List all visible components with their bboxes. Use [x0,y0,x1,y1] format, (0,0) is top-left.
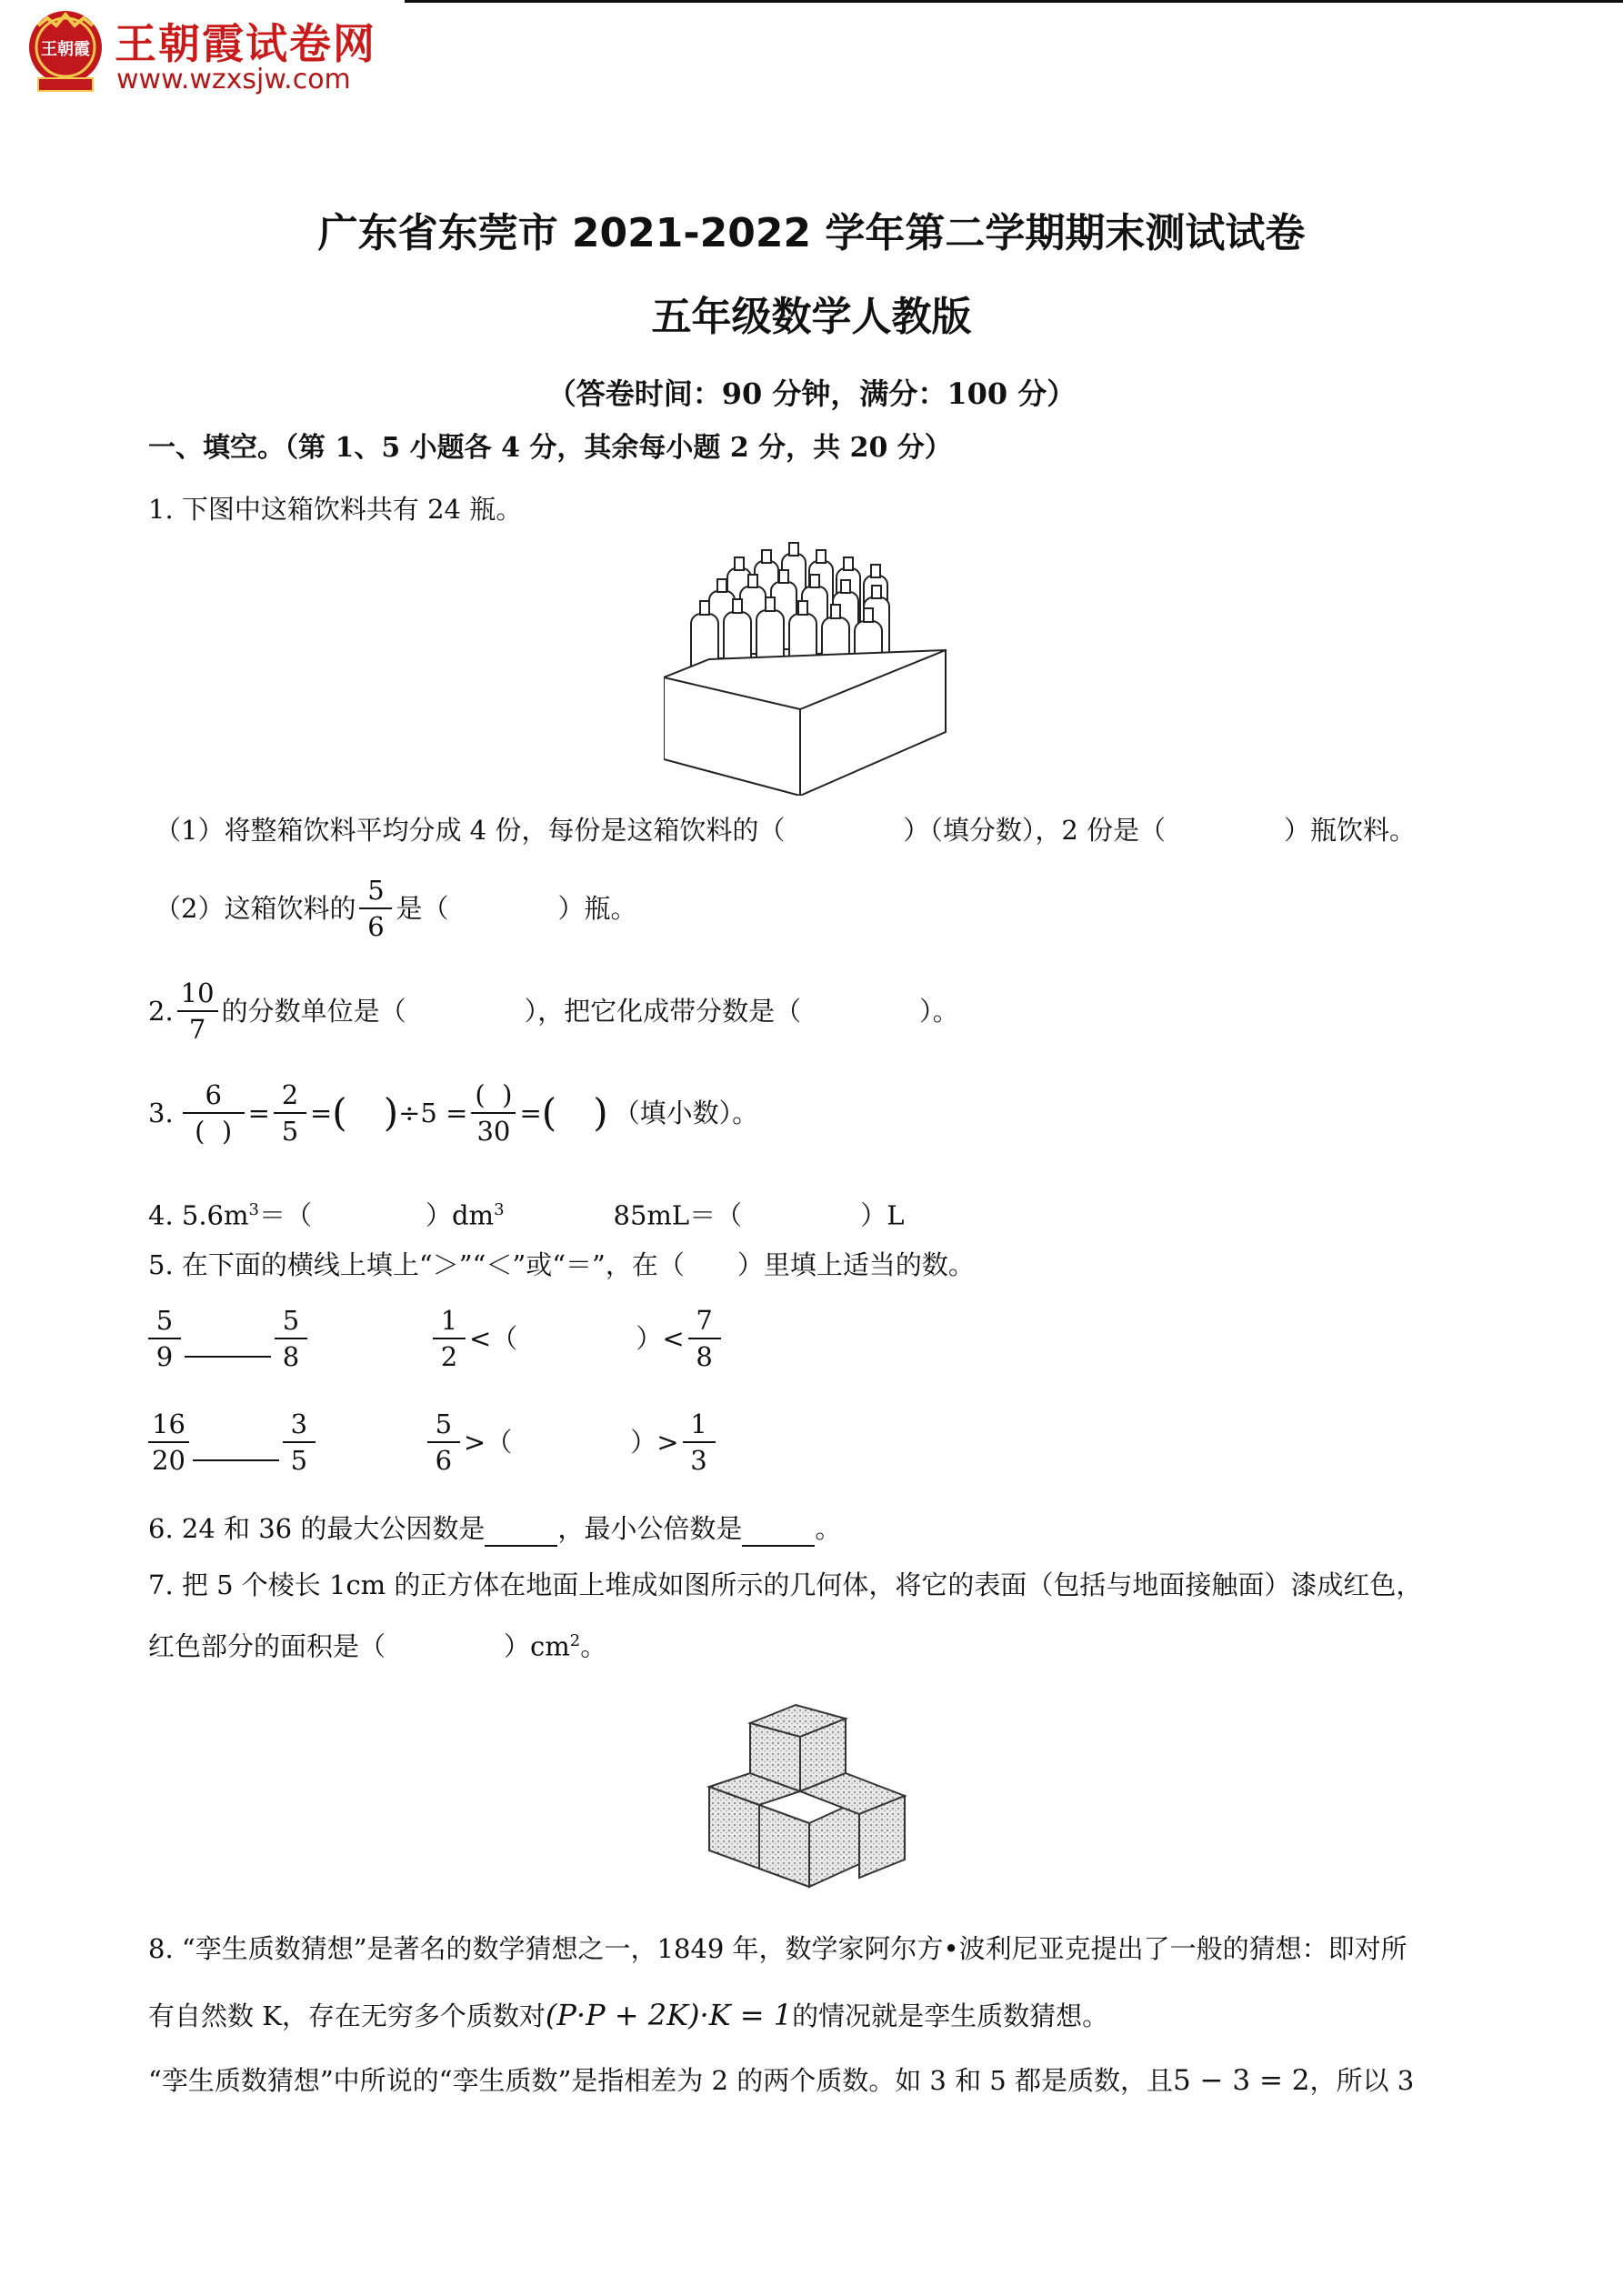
fraction-denominator: 30 [476,1116,511,1147]
q5-r2-gt2: ）> [630,1427,679,1458]
exam-subtitle: 五年级数学人教版 [651,294,972,340]
q8-text-c: “孪生质数猜想”中所说的“孪生质数”是指相差为 2 的两个质数。如 3 和 5 都是质数，且 [148,2065,1173,2096]
q5-r1-frac-c [433,1303,466,1374]
section-heading: 一、填空。（第 1、5 小题各 4 分，其余每小题 2 分，共 20 分） [148,432,952,464]
q5-r1-frac-d [688,1303,721,1374]
q4-text-a: 4. 5.6m [148,1199,249,1231]
q3-number: 3. [148,1098,174,1128]
q7-text-a: 红色部分的面积是（ [148,1630,386,1662]
q1-part2-fraction [359,873,392,944]
q5-stem: 5. 在下面的横线上填上“＞”“＜”或“＝”，在（ ）里填上适当的数。 [148,1249,975,1280]
q7-sup: 2 [569,1631,581,1650]
logo-seal [25,7,105,96]
logo-url[interactable]: www.wzxsjw.com [116,64,351,95]
q3-divide-text: ÷5 = [398,1098,468,1128]
fraction-denominator: 6 [367,911,385,942]
q1-part1-text-c: ）瓶饮料。 [1284,815,1417,846]
q5-r1-lt: <（ [469,1323,518,1354]
q8-text-d: ，所以 3 [1309,2065,1415,2096]
q1-part2 [155,873,636,944]
q4-text-b: ＝（ [258,1199,312,1231]
q7-line-2 [148,1625,606,1663]
fraction-denominator: 7 [188,1014,206,1045]
q7-text-c: 。 [580,1630,607,1662]
q6-blank-2[interactable] [742,1512,815,1547]
q4-text-e: ）L [860,1199,905,1231]
q4-text-d: 85mL＝（ [613,1199,743,1231]
q3-blank-2[interactable]: ( ) [541,1090,608,1135]
q1-part2-text-b: 是（ [396,893,449,924]
q5-row-2 [148,1407,719,1478]
q6-text-b: ，最小公倍数是 [557,1513,743,1544]
q8-formula: (P·P + 2K)·K = 1 [545,1998,793,2032]
q1-stem: 1. 下图中这箱饮料共有 24 瓶。 [148,494,523,525]
q2-text-c: ）。 [919,996,959,1027]
q5-r2-frac-c [427,1407,460,1478]
q1-part1-text-a: （1）将整箱饮料平均分成 4 份，每份是这箱饮料的（ [155,815,786,846]
fraction-numerator-blank[interactable]: ( ) [471,1078,516,1114]
logo-seal-text: 王朝霞 [41,40,90,59]
fraction-numerator: 16 [148,1407,189,1443]
q6-text-c: 。 [815,1513,842,1544]
fraction-numerator: 5 [148,1303,181,1339]
q6-blank-1[interactable] [485,1512,557,1547]
fraction-denominator: 6 [435,1445,453,1476]
fraction-numerator: 1 [433,1303,466,1339]
q3-fraction-1 [183,1078,245,1148]
q8-text-a: 有自然数 K，存在无穷多个质数对 [148,2000,546,2031]
q8-formula-2: 5 − 3 = 2 [1172,2064,1310,2097]
logo-name: 王朝霞试卷网 [115,19,376,68]
fraction-numerator: 5 [275,1303,307,1339]
fraction-denominator: 5 [281,1116,299,1147]
q5-r2-compare-blank[interactable] [193,1459,279,1461]
q7-text-b: ）cm [504,1630,570,1662]
q1-part1-text-b: ）（填分数），2 份是（ [903,815,1167,846]
q4-sup-c: 3 [494,1200,505,1219]
q8-line-1: 8. “孪生质数猜想”是著名的数学猜想之一，1849 年，数学家阿尔方•波利尼亚克提出了一般的猜想：即对所 [148,1933,1408,1964]
q1-part1 [155,814,1416,847]
fraction-numerator: 5 [427,1407,460,1443]
q5-r1-frac-a [148,1303,181,1374]
fraction-numerator: 6 [183,1078,245,1114]
q5-r1-frac-b [275,1303,307,1374]
fraction-numerator: 2 [274,1078,306,1114]
fraction-denominator-blank[interactable]: ( ) [195,1116,233,1147]
q4-text-c: ）dm [425,1199,495,1231]
stacked-cubes-illustration [700,1687,918,1914]
fraction-numerator: 10 [177,976,218,1012]
drinks-box-illustration [664,541,964,796]
fraction-denominator: 3 [690,1445,707,1476]
q4-sup-a: 3 [248,1200,259,1219]
q7-line-1: 7. 把 5 个棱长 1cm 的正方体在地面上堆成如图所示的几何体，将它的表面（包括与地面接触面）漆成红色， [148,1569,1423,1600]
q3-blank-1[interactable]: ( ) [332,1090,399,1135]
q5-r2-frac-d [683,1407,716,1478]
q5-row-1 [148,1303,725,1374]
q5-r1-lt2: ）< [636,1323,685,1354]
q1-part2-text-a: （2）这箱饮料的 [155,893,356,924]
q8-line-3 [148,2064,1414,2097]
q2-number: 2. [148,996,174,1027]
fraction-numerator: 1 [683,1407,716,1443]
top-rule [405,0,1623,3]
fraction-denominator: 8 [696,1341,713,1372]
fraction-numerator: 3 [283,1407,316,1443]
fraction-denominator: 8 [282,1341,300,1372]
q6 [148,1512,841,1547]
fraction-denominator: 5 [290,1445,308,1476]
q2-text-b: ），把它化成带分数是（ [524,996,802,1027]
q3: 3. $\frac{6}{( )}$ = $\frac{2}{5}$ = ( ) ÷5 = $\frac{( )}{30}$ = ( ) （填小数）。 [148,1079,759,1147]
fraction-denominator: 20 [152,1445,185,1476]
q5-r2-frac-b [283,1407,316,1478]
q2-text-a: 的分数单位是（ [221,996,406,1027]
q2-fraction [177,976,218,1047]
q8-line-2 [148,1999,1108,2032]
q3-fraction-2 [274,1078,306,1148]
fraction-denominator: 9 [155,1341,174,1372]
q5-r1-compare-blank[interactable] [185,1356,271,1358]
q4 [148,1194,904,1232]
exam-time-info: （答卷时间：90 分钟，满分：100 分） [546,376,1077,411]
exam-title: 广东省东莞市 2021-2022 学年第二学期期末测试试卷 [317,210,1306,256]
q1-part2-text-c: ）瓶。 [557,893,637,924]
fraction-numerator: 7 [688,1303,721,1339]
q8-text-b: 的情况就是孪生质数猜想。 [792,2000,1109,2031]
q3-fraction-3 [471,1078,516,1148]
q6-text-a: 6. 24 和 36 的最大公因数是 [148,1513,486,1544]
q2 [148,976,959,1047]
q5-r2-gt: >（ [463,1427,513,1458]
fraction-numerator: 5 [359,873,392,909]
q3-tail: （填小数）。 [613,1098,759,1128]
fraction-denominator: 2 [440,1341,458,1372]
q5-r2-frac-a [148,1407,189,1478]
